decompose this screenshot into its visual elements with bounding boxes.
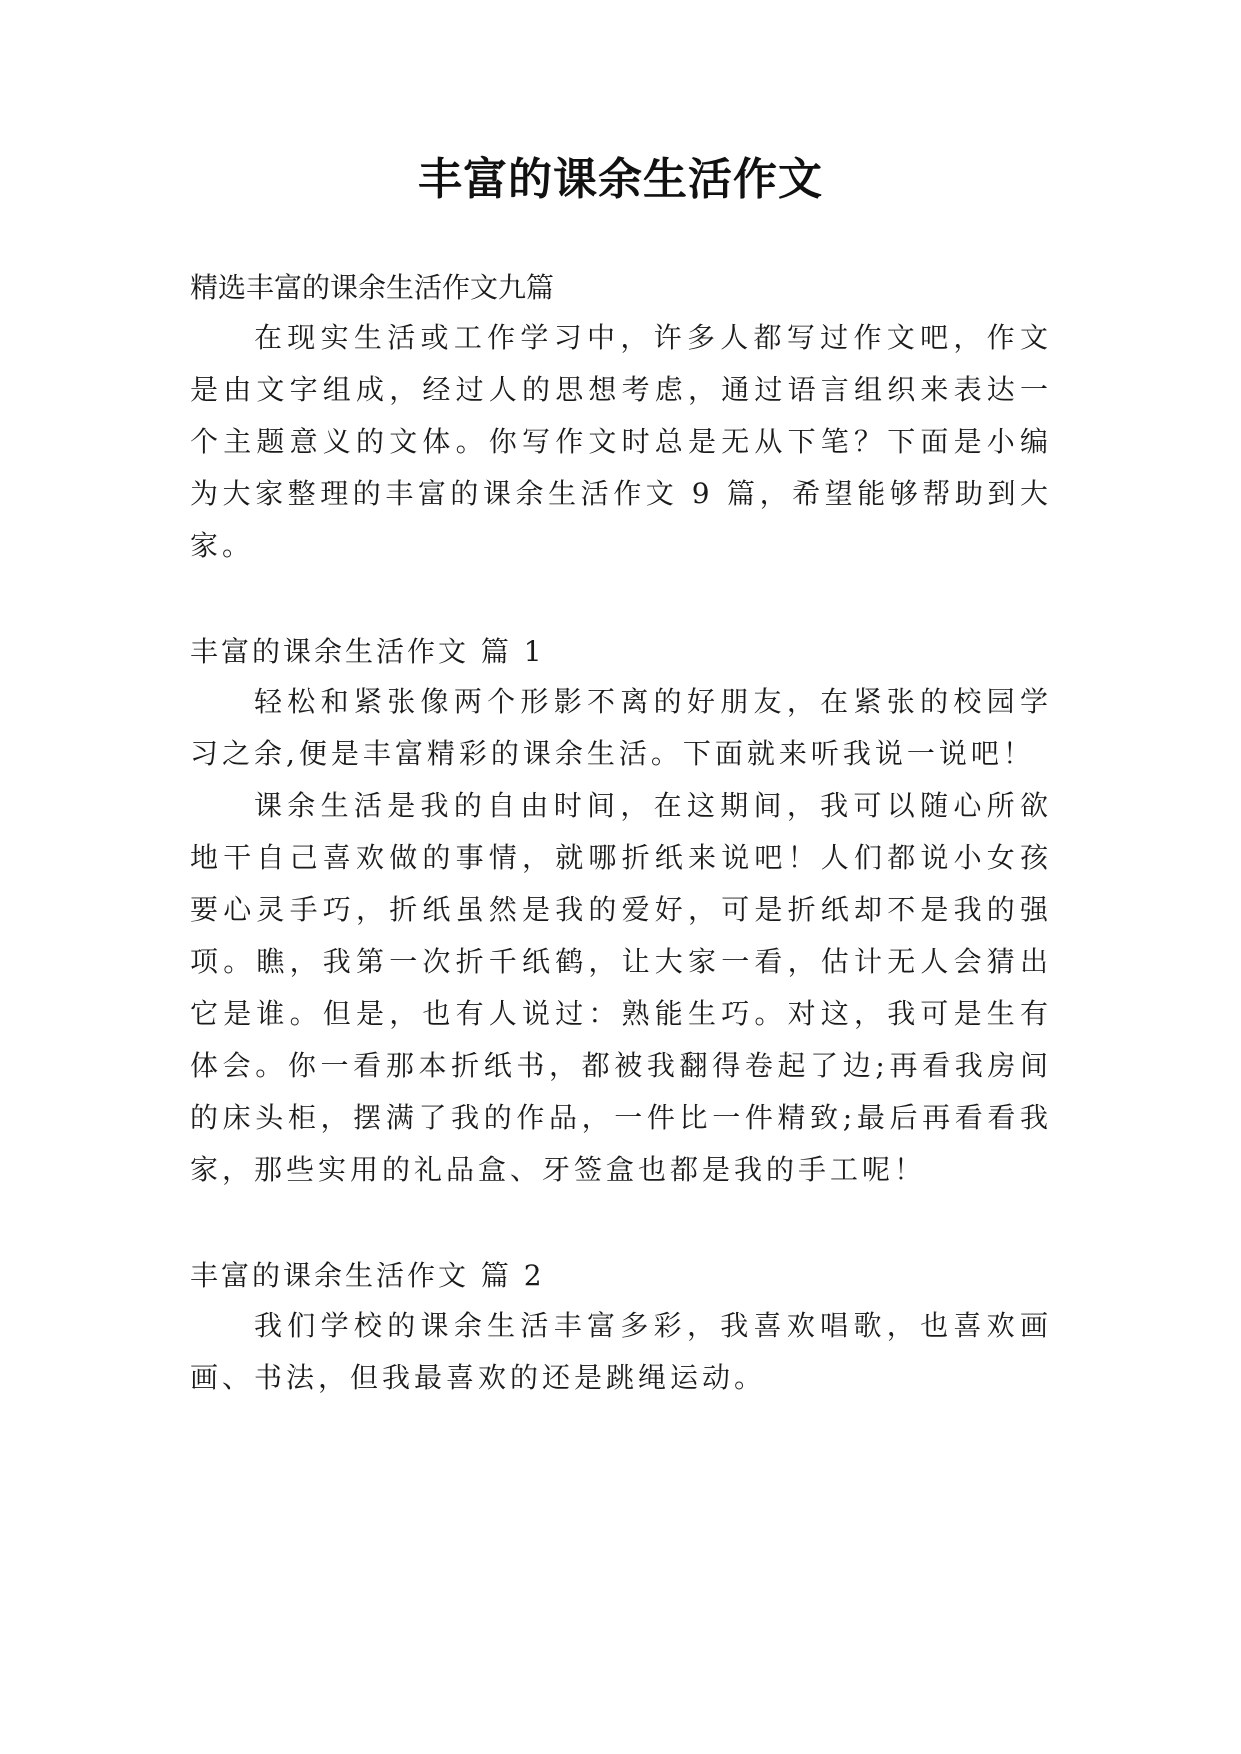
section-2-heading: 丰富的课余生活作文 篇 2 (190, 1259, 545, 1292)
intro-paragraph: 在现实生活或工作学习中，许多人都写过作文吧，作文是由文字组成，经过人的思想考虑，通过语言组织来表达一个主题意义的文体。你写作文时总是无从下笔？下面是小编为大家整理的丰富的课余生活作文 9 篇，希望能够帮助到大家。 (190, 321, 1052, 562)
document-subtitle: 精选丰富的课余生活作文九篇 (190, 271, 555, 304)
section-2-paragraph-1: 我们学校的课余生活丰富多彩，我喜欢唱歌，也喜欢画画、书法，但我最喜欢的还是跳绳运动。 (190, 1309, 1052, 1394)
document-title: 丰富的课余生活作文 (418, 154, 823, 205)
section-1-paragraph-2: 课余生活是我的自由时间，在这期间，我可以随心所欲地干自己喜欢做的事情，就哪折纸来说吧！人们都说小女孩要心灵手巧，折纸虽然是我的爱好，可是折纸却不是我的强项。瞧，我第一次折千纸鹤，让大家一看，估计无人会猜出它是谁。但是，也有人说过：熟能生巧。对这，我可是生有体会。你一看那本折纸书，都被我翻得卷起了边;再看我房间的床头柜，摆满了我的作品，一件比一件精致;最后再看看我家，那些实用的礼品盒、牙签盒也都是我的手工呢！ (190, 789, 1052, 1186)
section-1-heading: 丰富的课余生活作文 篇 1 (190, 635, 545, 668)
section-1-paragraph-1: 轻松和紧张像两个形影不离的好朋友，在紧张的校园学习之余,便是丰富精彩的课余生活。下面就来听我说一说吧！ (190, 685, 1052, 770)
